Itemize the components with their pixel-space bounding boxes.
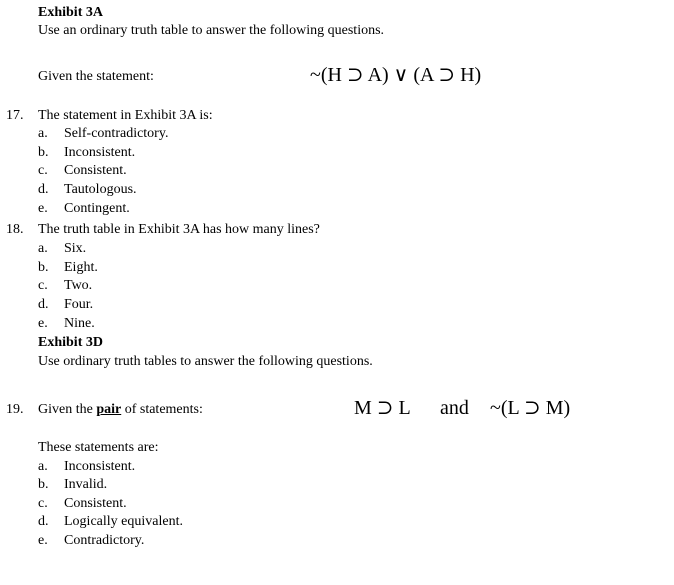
exhibit-3a-given-label: Given the statement: [38, 69, 154, 84]
q19-option-d-letter: d. [38, 514, 49, 529]
q17-option-c: Consistent. [64, 163, 127, 178]
q18-option-b-letter: b. [38, 260, 49, 275]
q18-option-e-letter: e. [38, 316, 48, 331]
q19-formula-left: M ⊃ L [354, 397, 411, 419]
q18-prompt: The truth table in Exhibit 3A has how many lines? [38, 222, 320, 237]
q19-formula-right: ~(L ⊃ M) [490, 397, 571, 419]
q19-option-e-letter: e. [38, 533, 48, 548]
q17-option-c-letter: c. [38, 163, 48, 178]
q17-option-b-letter: b. [38, 145, 49, 160]
q17-prompt: The statement in Exhibit 3A is: [38, 108, 213, 123]
q19-option-b: Invalid. [64, 477, 108, 492]
q19-prompt [38, 403, 203, 417]
q19-sub-prompt: These statements are: [38, 440, 159, 455]
q18-option-d: Four. [64, 297, 94, 312]
q17-option-d-letter: d. [38, 182, 49, 197]
q17-option-e-letter: e. [38, 201, 48, 216]
q19-prompt-after: of statements: [121, 402, 203, 417]
exhibit-3a-formula: ~(H ⊃ A) ∨ (A ⊃ H) [310, 64, 482, 86]
exhibit-3a-instruction: Use an ordinary truth table to answer the following questions. [38, 23, 385, 38]
q19-option-e: Contradictory. [64, 533, 145, 548]
q19-formula-joiner: and [440, 397, 469, 419]
q19-prompt-emphasis: pair [96, 402, 122, 417]
q17-number: 17. [6, 108, 24, 123]
q19-option-c-letter: c. [38, 496, 48, 511]
q19-prompt-before: Given the [38, 402, 97, 417]
q18-option-b: Eight. [64, 260, 98, 275]
q19-option-a-letter: a. [38, 459, 48, 474]
q17-option-a: Self-contradictory. [64, 126, 169, 141]
q18-option-d-letter: d. [38, 297, 49, 312]
q19-option-b-letter: b. [38, 477, 49, 492]
q19-option-c: Consistent. [64, 496, 127, 511]
q18-option-e: Nine. [64, 316, 95, 331]
q17-option-e: Contingent. [64, 201, 130, 216]
exhibit-3d-instruction: Use ordinary truth tables to answer the following questions. [38, 354, 373, 369]
q18-option-c-letter: c. [38, 278, 48, 293]
q18-number: 18. [6, 222, 24, 237]
q18-option-a-letter: a. [38, 241, 48, 256]
q19-number: 19. [6, 402, 24, 417]
q18-option-c: Two. [64, 278, 93, 293]
q19-option-a: Inconsistent. [64, 459, 136, 474]
q19-option-d: Logically equivalent. [64, 514, 183, 529]
q17-option-a-letter: a. [38, 126, 48, 141]
exhibit-3a-title: Exhibit 3A [38, 5, 103, 20]
exhibit-3d-title: Exhibit 3D [38, 335, 103, 350]
q18-option-a: Six. [64, 241, 87, 256]
q17-option-d: Tautologous. [64, 182, 137, 197]
q17-option-b: Inconsistent. [64, 145, 136, 160]
